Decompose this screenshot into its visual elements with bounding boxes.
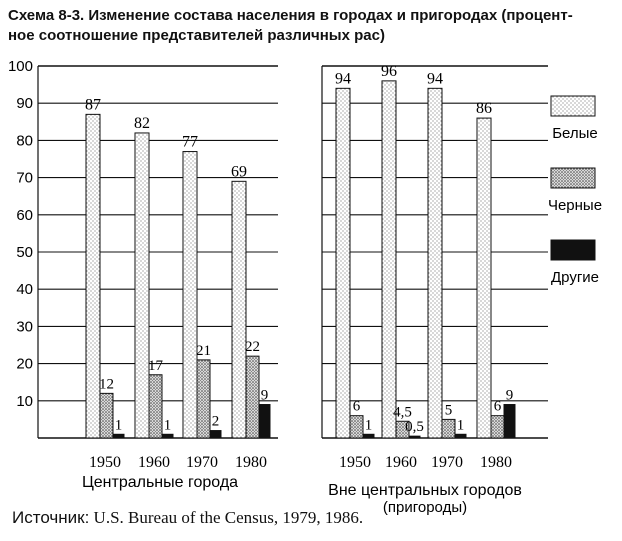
y-tick-20: 20 [16,355,33,373]
value-label-p2-1970-Белые: 94 [427,70,443,88]
value-label-p1-1960-Белые: 82 [134,114,150,132]
value-label-p2-1970-Другие: 1 [456,417,465,434]
x-tick-p1-1960: 1960 [138,454,170,471]
value-label-p1-1980-Белые: 69 [231,163,247,181]
x-tick-p1-1950: 1950 [89,454,121,471]
bar-p1-1980-Черные [246,356,259,438]
bar-p2-1980-Другие [504,405,515,438]
y-tick-60: 60 [16,206,33,224]
value-label-p2-1960-Белые: 96 [381,62,397,80]
bar-p1-1970-Белые [183,152,197,438]
y-tick-70: 70 [16,169,33,187]
panel-title-1: Центральные города [81,474,239,491]
bar-p2-1980-Белые [477,118,491,438]
bar-p2-1970-Черные [442,419,455,438]
panel-subtitle-2: (пригороды) [382,499,468,516]
value-label-p1-1980-Другие: 9 [260,387,269,404]
bar-p1-1950-Черные [100,393,113,438]
source-note [12,508,363,528]
bar-p2-1950-Белые [336,88,350,438]
value-label-p1-1970-Черные: 21 [196,342,211,359]
value-label-p2-1950-Другие: 1 [364,417,373,434]
x-tick-p1-1980: 1980 [235,454,267,471]
x-tick-p2-1970: 1970 [431,454,463,471]
value-label-p1-1960-Черные: 17 [148,357,163,374]
bar-p1-1980-Белые [232,181,246,438]
bar-p1-1950-Другие [113,434,124,438]
bar-p1-1970-Черные [197,360,210,438]
x-tick-p2-1980: 1980 [480,454,512,471]
bar-p2-1960-Белые [382,81,396,438]
legend-label-3: Другие [550,269,600,286]
bar-p2-1970-Белые [428,88,442,438]
x-tick-p1-1970: 1970 [186,454,218,471]
value-label-p2-1970-Черные: 5 [444,402,453,419]
y-tick-30: 30 [16,318,33,336]
value-label-p2-1980-Черные: 6 [493,398,502,415]
value-label-p2-1950-Черные: 6 [352,398,361,415]
value-label-p1-1970-Другие: 2 [211,413,220,430]
bar-p1-1960-Белые [135,133,149,438]
value-label-p2-1950-Белые: 94 [335,70,351,88]
x-tick-p2-1950: 1950 [339,454,371,471]
bar-p1-1980-Другие [259,405,270,438]
x-tick-p2-1960: 1960 [385,454,417,471]
y-tick-40: 40 [16,281,33,299]
value-label-p2-1960-Черные: 4,5 [393,404,412,421]
value-label-p1-1950-Черные: 12 [99,376,114,393]
legend-swatch-1 [551,96,595,116]
bar-p1-1950-Белые [86,114,100,438]
legend-swatch-2 [551,168,595,188]
legend-label-1: Белые [552,125,598,142]
source-label: Источник: [12,508,90,527]
caption-line-1: Схема 8-3. Изменение состава населения в городах и пригородах (процент- [8,7,573,24]
source-text: U.S. Bureau of the Census, 1979, 1986. [93,508,364,527]
y-tick-90: 90 [16,95,33,113]
bar-p2-1960-Другие [409,436,420,438]
value-label-p1-1950-Другие: 1 [114,417,123,434]
bar-p2-1980-Черные [491,416,504,438]
value-label-p2-1980-Другие: 9 [505,387,514,404]
bar-p2-1950-Другие [363,434,374,438]
caption-line-2: ное соотношение представителей различных рас) [8,27,385,44]
value-label-p2-1980-Белые: 86 [476,100,492,118]
y-tick-80: 80 [16,132,33,150]
panel-title-2: Вне центральных городов [328,482,522,499]
bar-p2-1950-Черные [350,416,363,438]
y-tick-10: 10 [16,392,33,410]
y-tick-50: 50 [16,244,33,261]
bar-p1-1960-Черные [149,375,162,438]
value-label-p2-1960-Другие: 0,5 [405,419,424,436]
bar-p2-1970-Другие [455,434,466,438]
legend-label-2: Черные [547,197,603,214]
bar-p1-1960-Другие [162,434,173,438]
value-label-p1-1950-Белые: 87 [85,96,101,114]
bar-p1-1970-Другие [210,431,221,438]
value-label-p1-1960-Другие: 1 [163,417,172,434]
value-label-p1-1980-Черные: 22 [245,339,260,356]
y-tick-100: 100 [7,58,33,75]
value-label-p1-1970-Белые: 77 [182,133,198,151]
legend-swatch-3 [551,240,595,260]
